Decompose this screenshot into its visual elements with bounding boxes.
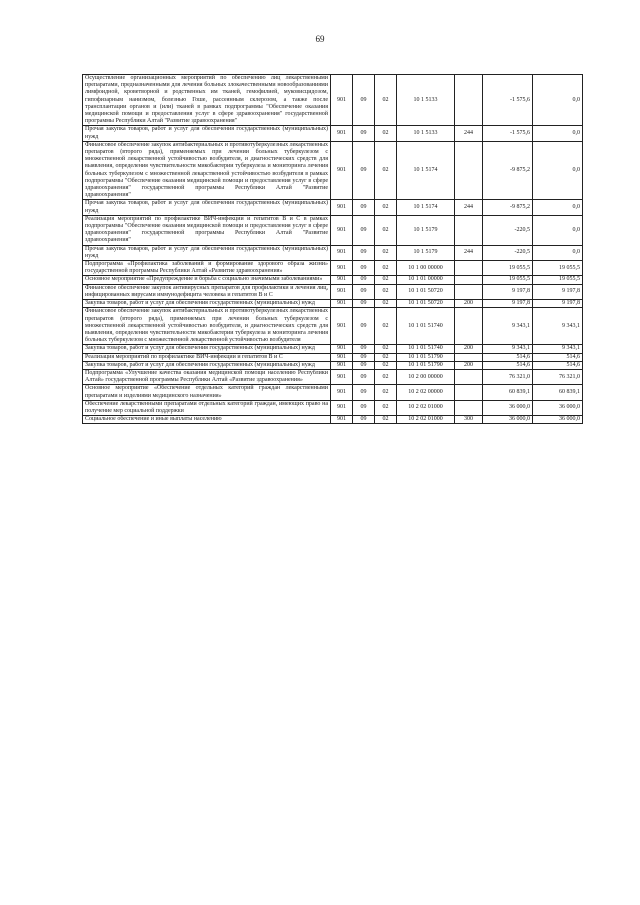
grbs-code-cell: 901 bbox=[331, 276, 353, 284]
row-name-cell: Закупка товаров, работ и услуг для обеспечения государственных (муниципальных) нужд bbox=[83, 361, 331, 369]
section-code-cell: 09 bbox=[353, 200, 375, 215]
subsection-code-cell: 02 bbox=[375, 261, 397, 276]
page-number: 69 bbox=[315, 34, 325, 44]
amount-2-cell: 19 055,5 bbox=[533, 276, 583, 284]
table-row bbox=[83, 369, 583, 384]
expense-type-cell bbox=[455, 369, 483, 384]
section-code-cell: 09 bbox=[353, 215, 375, 245]
amount-2-cell: 9 343,1 bbox=[533, 345, 583, 353]
row-name-cell: Финансовое обеспечение закупок антибактериальных и противотуберкулезных лекарственных препаратов (второго ряда), применяемых при лечении больных туберкулезом с множественной лекарственной устойчивостью возбудителя, и диагностических средств для выявления, определения чувствительности микобактерии туберкулеза и мониторинга лечения больных туберкулезом с множественной лекарственной устойчивостью возбудителя bbox=[83, 308, 331, 345]
table-row bbox=[83, 200, 583, 215]
section-code-cell: 09 bbox=[353, 126, 375, 141]
expense-type-cell bbox=[455, 284, 483, 299]
target-article-cell: 10 2 00 00000 bbox=[397, 369, 455, 384]
expense-type-cell bbox=[455, 261, 483, 276]
section-code-cell: 09 bbox=[353, 284, 375, 299]
row-name-cell: Закупка товаров, работ и услуг для обеспечения государственных (муниципальных) нужд bbox=[83, 300, 331, 308]
row-name-cell: Финансовое обеспечение закупок антивирусных препаратов для профилактики и лечения лиц, инфицированных вирусами иммунодефицита человека и гепатитов В и С bbox=[83, 284, 331, 299]
subsection-code-cell: 02 bbox=[375, 416, 397, 424]
table-row bbox=[83, 215, 583, 245]
table-row bbox=[83, 141, 583, 200]
expense-type-cell: 200 bbox=[455, 345, 483, 353]
grbs-code-cell: 901 bbox=[331, 385, 353, 400]
subsection-code-cell: 02 bbox=[375, 215, 397, 245]
amount-1-cell: -220,5 bbox=[483, 245, 533, 260]
row-name-cell: Осуществление организационных мероприятий по обеспечению лиц лекарственными препаратами, предназначенными для лечения больных злокачественными новообразованиями лимфоидной, кроветворной и родственных им тканей, гемофилией, муковисцидозом, гипофизарным нанизмом, болезнью Гоше, рассеянным склерозом, а также после трансплантации органов и (или) тканей в рамках подпрограммы "Обеспечение оказания медицинской помощи и предоставления услуг в сфере здравоохранения" государственной программы Республики Алтай "Развитие здравоохранения" bbox=[83, 75, 331, 126]
amount-2-cell: 9 197,8 bbox=[533, 300, 583, 308]
subsection-code-cell: 02 bbox=[375, 400, 397, 415]
amount-1-cell: 9 197,8 bbox=[483, 284, 533, 299]
target-article-cell: 10 1 01 51790 bbox=[397, 353, 455, 361]
amount-2-cell: 36 000,0 bbox=[533, 416, 583, 424]
table-row bbox=[83, 353, 583, 361]
target-article-cell: 10 1 01 00000 bbox=[397, 276, 455, 284]
table-row bbox=[83, 261, 583, 276]
expense-type-cell bbox=[455, 141, 483, 200]
target-article-cell: 10 1 5174 bbox=[397, 141, 455, 200]
amount-1-cell: 9 343,1 bbox=[483, 345, 533, 353]
grbs-code-cell: 901 bbox=[331, 75, 353, 126]
amount-1-cell: 514,6 bbox=[483, 361, 533, 369]
section-code-cell: 09 bbox=[353, 308, 375, 345]
row-name-cell: Подпрограмма «Профилактика заболеваний и формирование здорового образа жизни» государственной программы Республики Алтай «Развитие здравоохранения» bbox=[83, 261, 331, 276]
target-article-cell: 10 2 02 00000 bbox=[397, 385, 455, 400]
row-name-cell: Обеспечение лекарственными препаратами отдельных категорий граждан, имеющих право на получение мер социальной поддержки bbox=[83, 400, 331, 415]
amount-2-cell: 0,0 bbox=[533, 215, 583, 245]
table-row bbox=[83, 416, 583, 424]
grbs-code-cell: 901 bbox=[331, 345, 353, 353]
amount-1-cell: 36 000,0 bbox=[483, 416, 533, 424]
amount-1-cell: 19 055,5 bbox=[483, 261, 533, 276]
grbs-code-cell: 901 bbox=[331, 284, 353, 299]
expense-type-cell bbox=[455, 75, 483, 126]
section-code-cell: 09 bbox=[353, 75, 375, 126]
amount-2-cell: 0,0 bbox=[533, 200, 583, 215]
expense-type-cell bbox=[455, 276, 483, 284]
amount-2-cell: 0,0 bbox=[533, 126, 583, 141]
row-name-cell: Закупка товаров, работ и услуг для обеспечения государственных (муниципальных) нужд bbox=[83, 345, 331, 353]
expense-type-cell bbox=[455, 353, 483, 361]
table-row bbox=[83, 400, 583, 415]
target-article-cell: 10 2 02 01000 bbox=[397, 400, 455, 415]
grbs-code-cell: 901 bbox=[331, 400, 353, 415]
subsection-code-cell: 02 bbox=[375, 75, 397, 126]
target-article-cell: 10 1 00 00000 bbox=[397, 261, 455, 276]
target-article-cell: 10 1 5133 bbox=[397, 126, 455, 141]
target-article-cell: 10 1 01 50720 bbox=[397, 300, 455, 308]
amount-2-cell: 9 343,1 bbox=[533, 308, 583, 345]
budget-table bbox=[82, 74, 583, 424]
row-name-cell: Финансовое обеспечение закупок антибактериальных и противотуберкулезных лекарственных препаратов (второго ряда), применяемых при лечении больных туберкулезом с множественной лекарственной устойчивостью возбудителя, и диагностических средств для выявления, определения чувствительности микобактерии туберкулеза и мониторинга лечения больных туберкулезом с множественной лекарственной устойчивостью возбудителя в рамках подпрограммы "Обеспечение оказания медицинской помощи и предоставления услуг в сфере здравоохранения" государственной программы Республики Алтай "Развитие здравоохранения" bbox=[83, 141, 331, 200]
section-code-cell: 09 bbox=[353, 345, 375, 353]
grbs-code-cell: 901 bbox=[331, 200, 353, 215]
amount-2-cell: 60 839,1 bbox=[533, 385, 583, 400]
table-row bbox=[83, 276, 583, 284]
amount-2-cell: 0,0 bbox=[533, 141, 583, 200]
section-code-cell: 09 bbox=[353, 245, 375, 260]
row-name-cell: Прочая закупка товаров, работ и услуг для обеспечения государственных (муниципальных) нужд bbox=[83, 126, 331, 141]
subsection-code-cell: 02 bbox=[375, 361, 397, 369]
expense-type-cell bbox=[455, 385, 483, 400]
table-row bbox=[83, 361, 583, 369]
grbs-code-cell: 901 bbox=[331, 300, 353, 308]
section-code-cell: 09 bbox=[353, 416, 375, 424]
row-name-cell: Реализация мероприятий по профилактике ВИЧ-инфекции и гепатитов В и С в рамках подпрограммы "Обеспечение оказания медицинской помощи и предоставления услуг в сфере здравоохранения" государственной программы Республики Алтай "Развитие здравоохранения" bbox=[83, 215, 331, 245]
row-name-cell: Прочая закупка товаров, работ и услуг для обеспечения государственных (муниципальных) нужд bbox=[83, 245, 331, 260]
amount-2-cell: 76 321,0 bbox=[533, 369, 583, 384]
subsection-code-cell: 02 bbox=[375, 369, 397, 384]
section-code-cell: 09 bbox=[353, 300, 375, 308]
subsection-code-cell: 02 bbox=[375, 385, 397, 400]
amount-2-cell: 19 055,5 bbox=[533, 261, 583, 276]
target-article-cell: 10 1 5179 bbox=[397, 245, 455, 260]
table-row bbox=[83, 385, 583, 400]
grbs-code-cell: 901 bbox=[331, 353, 353, 361]
amount-1-cell: -220,5 bbox=[483, 215, 533, 245]
grbs-code-cell: 901 bbox=[331, 308, 353, 345]
table-row bbox=[83, 245, 583, 260]
subsection-code-cell: 02 bbox=[375, 353, 397, 361]
expense-type-cell bbox=[455, 215, 483, 245]
amount-2-cell: 0,0 bbox=[533, 245, 583, 260]
target-article-cell: 10 1 5174 bbox=[397, 200, 455, 215]
subsection-code-cell: 02 bbox=[375, 284, 397, 299]
amount-1-cell: 9 197,8 bbox=[483, 300, 533, 308]
amount-1-cell: 514,6 bbox=[483, 353, 533, 361]
expense-type-cell: 200 bbox=[455, 361, 483, 369]
expense-type-cell bbox=[455, 308, 483, 345]
table-row bbox=[83, 345, 583, 353]
subsection-code-cell: 02 bbox=[375, 126, 397, 141]
expense-type-cell: 200 bbox=[455, 300, 483, 308]
target-article-cell: 10 1 01 51740 bbox=[397, 308, 455, 345]
row-name-cell: Подпрограмма «Улучшение качества оказания медицинской помощи населению Республики Алтай» государственной программы Республики Алтай «Развитие здравоохранения» bbox=[83, 369, 331, 384]
row-name-cell: Основное мероприятие «Обеспечение отдельных категорий граждан лекарственными препаратами и изделиями медицинского назначения» bbox=[83, 385, 331, 400]
expense-type-cell: 244 bbox=[455, 245, 483, 260]
subsection-code-cell: 02 bbox=[375, 141, 397, 200]
grbs-code-cell: 901 bbox=[331, 126, 353, 141]
amount-1-cell: 9 343,1 bbox=[483, 308, 533, 345]
expense-type-cell: 244 bbox=[455, 200, 483, 215]
amount-1-cell: 36 000,0 bbox=[483, 400, 533, 415]
target-article-cell: 10 2 02 01000 bbox=[397, 416, 455, 424]
target-article-cell: 10 1 5133 bbox=[397, 75, 455, 126]
amount-1-cell: 19 055,5 bbox=[483, 276, 533, 284]
table-row bbox=[83, 126, 583, 141]
grbs-code-cell: 901 bbox=[331, 416, 353, 424]
section-code-cell: 09 bbox=[353, 276, 375, 284]
amount-1-cell: 76 321,0 bbox=[483, 369, 533, 384]
amount-2-cell: 514,6 bbox=[533, 353, 583, 361]
grbs-code-cell: 901 bbox=[331, 141, 353, 200]
section-code-cell: 09 bbox=[353, 141, 375, 200]
target-article-cell: 10 1 5179 bbox=[397, 215, 455, 245]
subsection-code-cell: 02 bbox=[375, 200, 397, 215]
subsection-code-cell: 02 bbox=[375, 308, 397, 345]
table-row bbox=[83, 284, 583, 299]
subsection-code-cell: 02 bbox=[375, 345, 397, 353]
section-code-cell: 09 bbox=[353, 400, 375, 415]
expense-type-cell: 300 bbox=[455, 416, 483, 424]
subsection-code-cell: 02 bbox=[375, 245, 397, 260]
amount-1-cell: -1 575,6 bbox=[483, 75, 533, 126]
amount-1-cell: -1 575,6 bbox=[483, 126, 533, 141]
row-name-cell: Прочая закупка товаров, работ и услуг для обеспечения государственных (муниципальных) нужд bbox=[83, 200, 331, 215]
subsection-code-cell: 02 bbox=[375, 276, 397, 284]
table-row bbox=[83, 75, 583, 126]
expense-type-cell: 244 bbox=[455, 126, 483, 141]
grbs-code-cell: 901 bbox=[331, 245, 353, 260]
grbs-code-cell: 901 bbox=[331, 361, 353, 369]
row-name-cell: Реализация мероприятий по профилактике ВИЧ-инфекции и гепатитов В и С bbox=[83, 353, 331, 361]
grbs-code-cell: 901 bbox=[331, 261, 353, 276]
table-body bbox=[83, 75, 583, 424]
row-name-cell: Социальное обеспечение и иные выплаты населению bbox=[83, 416, 331, 424]
grbs-code-cell: 901 bbox=[331, 215, 353, 245]
amount-2-cell: 514,6 bbox=[533, 361, 583, 369]
target-article-cell: 10 1 01 51790 bbox=[397, 361, 455, 369]
amount-2-cell: 36 000,0 bbox=[533, 400, 583, 415]
section-code-cell: 09 bbox=[353, 369, 375, 384]
subsection-code-cell: 02 bbox=[375, 300, 397, 308]
amount-1-cell: -9 875,2 bbox=[483, 200, 533, 215]
amount-2-cell: 9 197,8 bbox=[533, 284, 583, 299]
section-code-cell: 09 bbox=[353, 361, 375, 369]
table-row bbox=[83, 308, 583, 345]
target-article-cell: 10 1 01 51740 bbox=[397, 345, 455, 353]
section-code-cell: 09 bbox=[353, 353, 375, 361]
row-name-cell: Основное мероприятие «Предупреждение и борьба с социально значимыми заболеваниями» bbox=[83, 276, 331, 284]
grbs-code-cell: 901 bbox=[331, 369, 353, 384]
section-code-cell: 09 bbox=[353, 261, 375, 276]
amount-1-cell: 60 839,1 bbox=[483, 385, 533, 400]
target-article-cell: 10 1 01 50720 bbox=[397, 284, 455, 299]
amount-1-cell: -9 875,2 bbox=[483, 141, 533, 200]
expense-type-cell bbox=[455, 400, 483, 415]
amount-2-cell: 0,0 bbox=[533, 75, 583, 126]
section-code-cell: 09 bbox=[353, 385, 375, 400]
table-row bbox=[83, 300, 583, 308]
